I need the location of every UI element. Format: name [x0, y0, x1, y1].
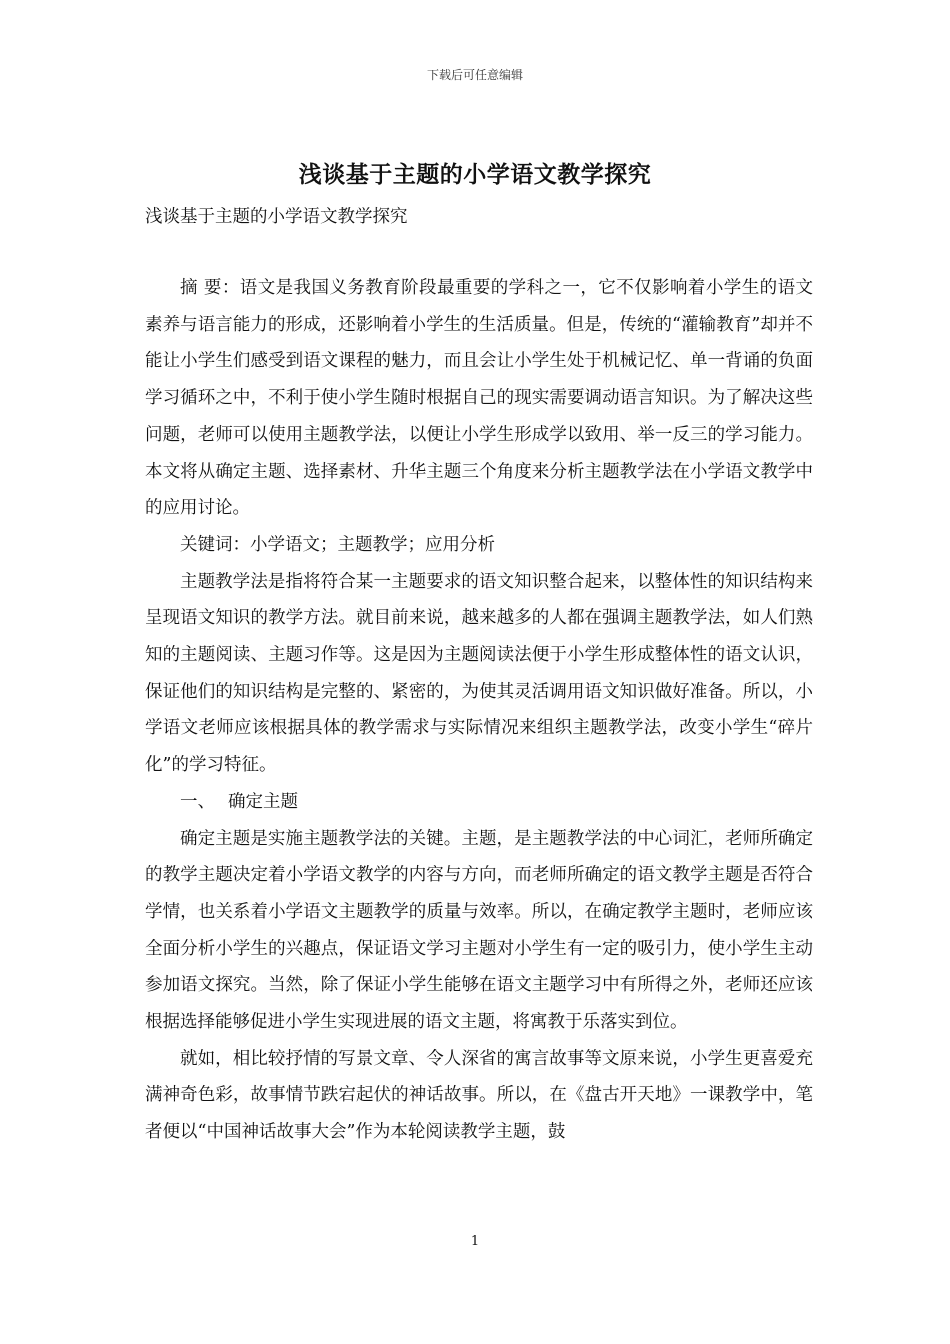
section-heading-1 — [145, 784, 813, 821]
document-body — [145, 270, 813, 1151]
intro-paragraph: 主题教学法是指将符合某一主题要求的语文知识整合起来，以整体性的知识结构来呈现语文知识的教学方法。就目前来说，越来越多的人都在强调主题教学法，如人们熟知的主题阅读、主题习作等。这是因为主题阅读法便于小学生形成整体性的语文认识，保证他们的知识结构是完整的、紧密的，为使其灵活调用语文知识做好准备。所以，小学语文老师应该根据具体的教学需求与实际情况来组织主题教学法，改变小学生“碎片化”的学习特征。 — [145, 571, 813, 776]
body-paragraph-1: 确定主题是实施主题教学法的关键。主题，是主题教学法的中心词汇，老师所确定的教学主题决定着小学语文教学的内容与方向，而老师所确定的语文教学主题是否符合学情，也关系着小学语文主题教学的质量与效率。所以，在确定教学主题时，老师应该全面分析小学生的兴趣点，保证语文学习主题对小学生有一定的吸引力，使小学生主动参加语文探究。当然，除了保证小学生能够在语文主题学习中有所得之外，老师还应该根据选择能够促进小学生实现进展的语文主题，将寓教于乐落实到位。 — [145, 828, 813, 1033]
body-paragraph-2: 就如，相比较抒情的写景文章、令人深省的寓言故事等文原来说，小学生更喜爱充满神奇色彩，故事情节跌宕起伏的神话故事。所以，在《盘古开天地》一课教学中，笔者便以“中国神话故事大会”作为本轮阅读教学主题，鼓 — [145, 1048, 813, 1143]
page-number: 1 — [470, 1234, 480, 1249]
document-subtitle: 浅谈基于主题的小学语文教学探究 — [145, 207, 408, 227]
section-title: 确定主题 — [228, 791, 298, 812]
abstract-paragraph: 摘 要：语文是我国义务教育阶段最重要的学科之一，它不仅影响着小学生的语文素养与语言能力的形成，还影响着小学生的生活质量。但是，传统的“灌输教育”却并不能让小学生们感受到语文课程的魅力，而且会让小学生处于机械记忆、单一背诵的负面学习循环之中，不利于使小学生随时根据自己的现实需要调动语言知识。为了解决这些问题，老师可以使用主题教学法，以便让小学生形成学以致用、举一反三的学习能力。本文将从确定主题、选择素材、升华主题三个角度来分析主题教学法在小学语文教学中的应用讨论。 — [145, 278, 813, 519]
section-number: 一、 — [180, 791, 215, 812]
page-header-note: 下载后可任意编辑 — [426, 68, 523, 82]
document-title: 浅谈基于主题的小学语文教学探究 — [298, 161, 652, 188]
keywords-paragraph: 关键词：小学语文；主题教学；应用分析 — [180, 534, 495, 555]
